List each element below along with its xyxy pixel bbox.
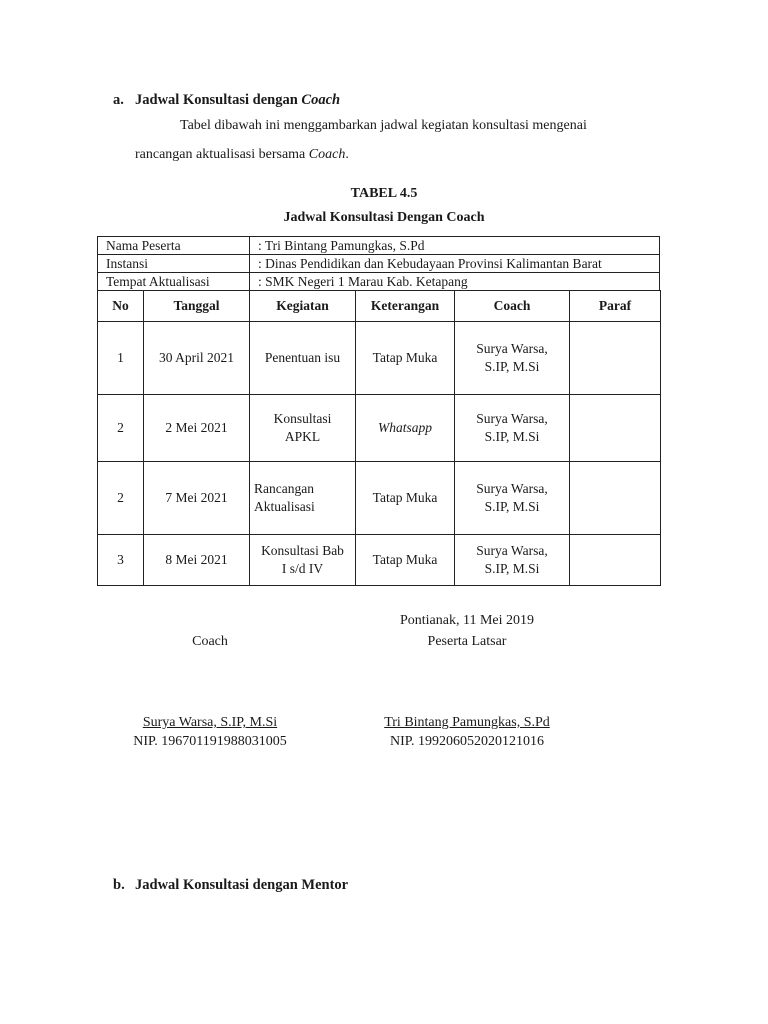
schedule-table <box>97 290 661 586</box>
signature-coach-nip: NIP. 196701191988031005 <box>133 734 287 749</box>
info-value: : Dinas Pendidikan dan Kebudayaan Provinsi Kalimantan Barat <box>250 255 660 273</box>
signature-coach-role: Coach <box>192 634 228 649</box>
cell-paraf <box>570 462 661 535</box>
info-row <box>98 237 660 255</box>
table-row <box>98 462 661 535</box>
coach-line: Surya Warsa, <box>476 543 548 558</box>
cell-tanggal: 7 Mei 2021 <box>144 462 250 535</box>
coach-line: S.IP, M.Si <box>484 561 540 576</box>
section-a-heading <box>113 92 340 109</box>
cell-coach <box>455 462 570 535</box>
info-label: Instansi <box>98 255 250 273</box>
coach-line: Surya Warsa, <box>476 481 548 496</box>
signature-peserta-name: Tri Bintang Pamungkas, S.Pd <box>384 715 550 730</box>
cell-kegiatan <box>250 462 356 535</box>
cell-kegiatan <box>250 535 356 586</box>
section-b-title: Jadwal Konsultasi dengan Mentor <box>135 877 349 893</box>
cell-coach <box>455 535 570 586</box>
cell-tanggal: 8 Mei 2021 <box>144 535 250 586</box>
cell-tanggal: 30 April 2021 <box>144 322 250 395</box>
coach-line: Surya Warsa, <box>476 411 548 426</box>
cell-coach <box>455 395 570 462</box>
info-label: Tempat Aktualisasi <box>98 273 250 291</box>
info-label: Nama Peserta <box>98 237 250 255</box>
table-row <box>98 535 661 586</box>
signature-peserta-role: Peserta Latsar <box>427 634 507 649</box>
cell-paraf <box>570 322 661 395</box>
kegiatan-line: Konsultasi <box>273 411 332 426</box>
cell-paraf <box>570 395 661 462</box>
cell-coach <box>455 322 570 395</box>
info-value: : Tri Bintang Pamungkas, S.Pd <box>250 237 660 255</box>
kegiatan-line: Penentuan isu <box>264 350 341 365</box>
intro-line-2-italic: Coach <box>308 147 346 162</box>
column-header-no: No <box>98 291 144 322</box>
intro-line-2-text: rancangan aktualisasi bersama <box>135 147 309 162</box>
kegiatan-line: APKL <box>284 429 321 444</box>
cell-no: 2 <box>98 395 144 462</box>
intro-line-1: Tabel dibawah ini menggambarkan jadwal kegiatan konsultasi mengenai <box>180 118 587 133</box>
cell-no: 2 <box>98 462 144 535</box>
coach-line: Surya Warsa, <box>476 341 548 356</box>
table-number: TABEL 4.5 <box>350 186 418 201</box>
table-title: Jadwal Konsultasi Dengan Coach <box>283 210 485 225</box>
info-row <box>98 255 660 273</box>
cell-paraf <box>570 535 661 586</box>
cell-keterangan: Whatsapp <box>356 395 455 462</box>
cell-keterangan: Tatap Muka <box>356 322 455 395</box>
info-row <box>98 273 660 291</box>
column-header-keterangan: Keterangan <box>356 291 455 322</box>
cell-keterangan: Tatap Muka <box>356 535 455 586</box>
intro-line-2 <box>135 147 349 163</box>
cell-keterangan: Tatap Muka <box>356 462 455 535</box>
table-header-row <box>98 291 661 322</box>
cell-kegiatan <box>250 395 356 462</box>
info-value: : SMK Negeri 1 Marau Kab. Ketapang <box>250 273 660 291</box>
participant-info-table <box>97 236 660 291</box>
cell-kegiatan <box>250 322 356 395</box>
cell-no: 3 <box>98 535 144 586</box>
coach-line: S.IP, M.Si <box>484 359 540 374</box>
intro-line-2-suffix: . <box>345 147 349 162</box>
section-b-heading <box>113 877 348 894</box>
cell-no: 1 <box>98 322 144 395</box>
column-header-paraf: Paraf <box>570 291 661 322</box>
section-b-marker: b. <box>113 877 125 893</box>
kegiatan-line: Rancangan <box>254 481 314 496</box>
signature-coach-name: Surya Warsa, S.IP, M.Si <box>142 715 278 730</box>
section-a-marker: a. <box>113 92 124 108</box>
kegiatan-line: I s/d IV <box>281 561 324 576</box>
table-row <box>98 322 661 395</box>
kegiatan-line: Aktualisasi <box>254 499 315 514</box>
signature-place-date: Pontianak, 11 Mei 2019 <box>399 613 535 628</box>
column-header-kegiatan: Kegiatan <box>250 291 356 322</box>
column-header-coach: Coach <box>455 291 570 322</box>
section-a-title: Jadwal Konsultasi dengan <box>135 92 302 108</box>
column-header-tanggal: Tanggal <box>144 291 250 322</box>
coach-line: S.IP, M.Si <box>484 429 540 444</box>
table-row <box>98 395 661 462</box>
cell-tanggal: 2 Mei 2021 <box>144 395 250 462</box>
section-a-title-italic: Coach <box>301 92 341 108</box>
kegiatan-line: Konsultasi Bab <box>261 543 344 558</box>
signature-peserta-nip: NIP. 199206052020121016 <box>389 734 544 749</box>
coach-line: S.IP, M.Si <box>484 499 540 514</box>
